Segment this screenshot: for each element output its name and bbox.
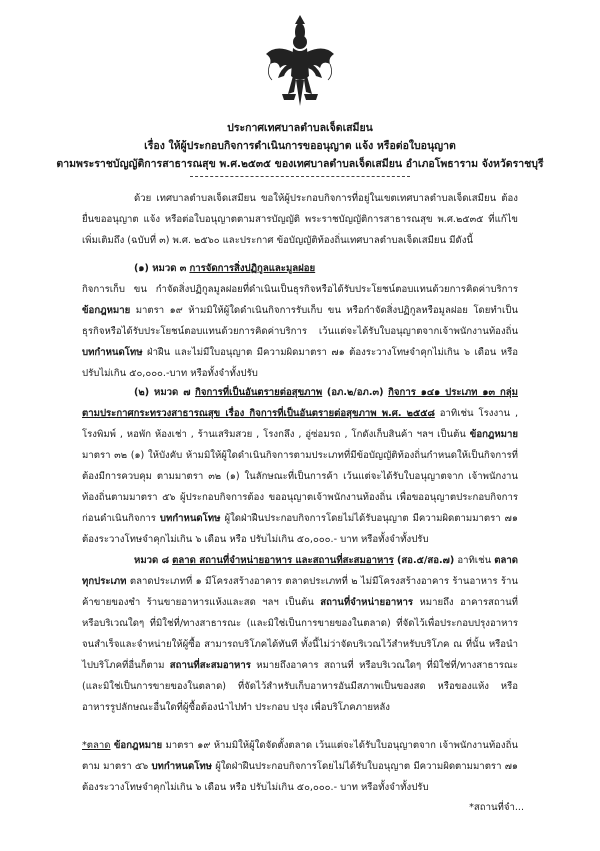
section-4-law-text: มาตรา ๑๙ ห้ามมิให้ผู้ใดจัดตั้งตลาด เว้นแต่จะได้รับใบอนุญาตจาก เจ้าพนักงานท้องถิ่นตาม มาตรา ๕๖ bbox=[82, 740, 518, 772]
section-1-description: กิจการเก็บ ขน กำจัดสิ่งปฏิกูลมูลฝอยที่ดำเนินเป็นธุรกิจหรือได้รับประโยชน์ตอบแทนด้วยการคิดค่าบริการ bbox=[82, 284, 518, 295]
section-3-sale-label: สถานที่จำหน่ายอาหาร bbox=[320, 597, 414, 608]
section-3-intro: อาทิเช่น bbox=[457, 555, 492, 566]
section-3-code: (สอ.๕/สอ.๗) bbox=[396, 555, 455, 566]
continuation-note: *สถานที่จำ... bbox=[469, 802, 524, 813]
section-1-law-label: ข้อกฎหมาย bbox=[82, 305, 131, 316]
garuda-emblem-icon bbox=[262, 14, 338, 114]
document-title: ประกาศเทศบาลตำบลเจ็ดเสมียน bbox=[227, 122, 373, 134]
document-subtitle: ตามพระราชบัญญัติการสาธารณสุข พ.ศ.๒๕๓๕ ของเทศบาลตำบลเจ็ดเสมียน อำเภอโพธาราม จังหวัดราชบุรี bbox=[56, 158, 544, 170]
section-3-title: ตลาด สถานที่จำหน่ายอาหาร และสถานที่สะสมอาหาร bbox=[172, 555, 394, 566]
title-divider bbox=[190, 176, 410, 177]
section-2-law-text: มาตรา ๓๒ (๑) ให้บังคับ ห้ามมิให้ผู้ใดดำเนินกิจการตามประเภทที่มีข้อบัญญัติท้องถิ่นกำหนดให้เป็นกิจการที่ต้องมีการควบคุม ตามมาตรา ๓๒ (๑) ในลักษณะที่เป็นการค้า เว้นแต่จะได้รับใบอนุญาตจาก เจ้าพนักงานท้องถิ่นตามมาตรา ๕๖ ผู้ประกอบกิจการต้อง ขออนุญาตเจ้าพนักงานท้องถิ่น เพื่อขออนุญาตประกอบกิจการก่อนดำเนินกิจการ bbox=[82, 450, 518, 524]
section-4 bbox=[82, 735, 518, 798]
section-1-number: (๑) หมวด ๓ bbox=[134, 263, 187, 274]
section-2-law-label: ข้อกฎหมาย bbox=[469, 429, 518, 440]
section-1-title: การจัดการสิ่งปฏิกูลและมูลฝอย bbox=[189, 263, 316, 274]
section-2-type-text: อาทิเช่น โรงงาน , โรงพิมพ์ , หอพัก ห้องเช่า , ร้านเสริมสวย , โรงกลึง , อู่ซ่อมรถ , โกดังเก็บสินค้า ฯลฯ เป็นต้น bbox=[82, 408, 518, 440]
intro-text: ด้วย เทศบาลตำบลเจ็ดเสมียน ขอให้ผู้ประกอบกิจการที่อยู่ในเขตเทศบาลตำบลเจ็ดเสมียน ต้องยื่นขออนุญาต แจ้ง หรือต่อใบอนุญาตตามสารบัญญัติ พระราชบัญญัติการสาธารณสุข พ.ศ.๒๕๓๕ ที่แก้ไขเพิ่มเติมถึง (ฉบับที่ ๓) พ.ศ. ๒๕๖๐ และประกาศ ข้อบัญญัติท้องถิ่นเทศบาลตำบลเจ็ดเสมียน มีดังนี้ bbox=[82, 193, 518, 246]
section-4-penalty-label: บทกำหนดโทษ bbox=[151, 761, 212, 772]
section-3 bbox=[82, 550, 518, 718]
section-3-market-label: ตลาดทุกประเภท bbox=[82, 555, 518, 587]
section-1-law-text: มาตรา ๑๙ ห้ามมิให้ผู้ใดดำเนินกิจการรับเก็บ ขน หรือกำจัดสิ่งปฏิกูลหรือมูลฝอย โดยทำเป็นธุรกิจหรือได้รับประโยชน์ตอบแทนด้วยการคิดค่าบริการ เว้นแต่จะได้รับใบอนุญาตจากเจ้าพนักงานท้องถิ่น bbox=[82, 305, 518, 337]
section-4-law-label: ข้อกฎหมาย bbox=[113, 740, 163, 751]
section-3-number: หมวด ๘ bbox=[134, 555, 170, 566]
section-3-store-text: หมายถึงอาคาร สถานที่ หรือบริเวณใดๆ ที่มิใช่ที่/ทางสาธารณะ (และมิใช่เป็นการขายของในตลาด) ที่จัดไว้สำหรับเก็บอาหารอันมีสภาพเป็นของสด หรือของแห้ง หรือ อาหารรูปลักษณะอื่นใดที่ผู้ซื้อต้องนำไปทำ ประกอบ ปรุง เพื่อบริโภคภายหลัง bbox=[82, 660, 518, 713]
section-2-title: กิจการที่เป็นอันตรายต่อสุขภาพ bbox=[195, 387, 323, 398]
section-3-store-label: สถานที่สะสมอาหาร bbox=[169, 660, 251, 671]
section-3-market-text: ตลาดประเภทที่ ๑ มีโครงสร้างอาคาร ตลาดประเภทที่ ๒ ไม่มีโครงสร้างอาคาร ร้านอาหาร ร้านค้าขายของชำ ร้านขายอาหารแห้งและสด ฯลฯ เป็นต้น bbox=[82, 576, 518, 608]
section-1 bbox=[82, 258, 518, 384]
section-3-sale-text: หมายถึง อาคารสถานที่ หรือบริเวณใดๆ ที่มิใช่ที่/ทางสาธารณะ (และมิใช่เป็นการขายของในตลาด) ที่จัดไว้เพื่อประกอบปรุงอาหารจนสำเร็จและจำหน่ายให้ผู้ซื้อ สามารถบริโภคได้ทันที ทั้งนี้ไม่ว่าจัดบริเวณไว้สำหรับบริโภค ณ ที่นั้น หรือนำไปบริโภคที่อื่นก็ตาม bbox=[82, 597, 518, 671]
section-2-penalty-label: บทกำหนดโทษ bbox=[159, 513, 221, 524]
section-4-penalty-text: ผู้ใดฝ่าฝืนประกอบกิจการโดยไม่ได้รับใบอนุญาต มีความผิดตามมาตรา ๗๑ ต้องระวางโทษจำคุกไม่เกิน ๖ เดือน หรือ ปรับไม่เกิน ๕๐,๐๐๐.- บาท หรือทั้งจำทั้งปรับ bbox=[82, 761, 518, 793]
intro-paragraph bbox=[82, 188, 518, 251]
document-subject: เรื่อง ให้ผู้ประกอบกิจการดำเนินการขออนุญาต แจ้ง หรือต่อใบอนุญาต bbox=[144, 140, 456, 152]
section-1-penalty-label: บทกำหนดโทษ bbox=[82, 347, 143, 358]
section-1-penalty-text: ฝ่าฝืน และไม่มีใบอนุญาต มีความผิดมาตรา ๗๑ ต้องระวางโทษจำคุกไม่เกิน ๖ เดือน หรือปรับไม่เกิน ๕๐,๐๐๐.-บาท หรือทั้งจำทั้งปรับ bbox=[82, 347, 518, 379]
market-star-label: *ตลาด bbox=[82, 740, 111, 751]
section-2-number: (๒) หมวด ๗ bbox=[134, 387, 191, 398]
section-2-type-label: กิจการ ๑๔๑ ประเภท ๑๓ กลุ่มตามประกาศกระทรวงสาธารณสุข เรื่อง กิจการที่เป็นอันตรายต่อสุขภาพ พ.ศ. ๒๕๕๘ bbox=[82, 387, 518, 419]
section-2-code: (อภ.๒/อภ.๓) bbox=[326, 387, 384, 398]
section-2-penalty-text: ผู้ใดฝ่าฝืนประกอบกิจการโดยไม่ได้รับอนุญาต มีความผิดตามมาตรา ๗๑ ต้องระวางโทษจำคุกไม่เกิน ๖ เดือน หรือ ปรับไม่เกิน ๕๐,๐๐๐.- บาท หรือทั้งจำทั้งปรับ bbox=[82, 513, 518, 545]
section-2 bbox=[82, 382, 518, 550]
